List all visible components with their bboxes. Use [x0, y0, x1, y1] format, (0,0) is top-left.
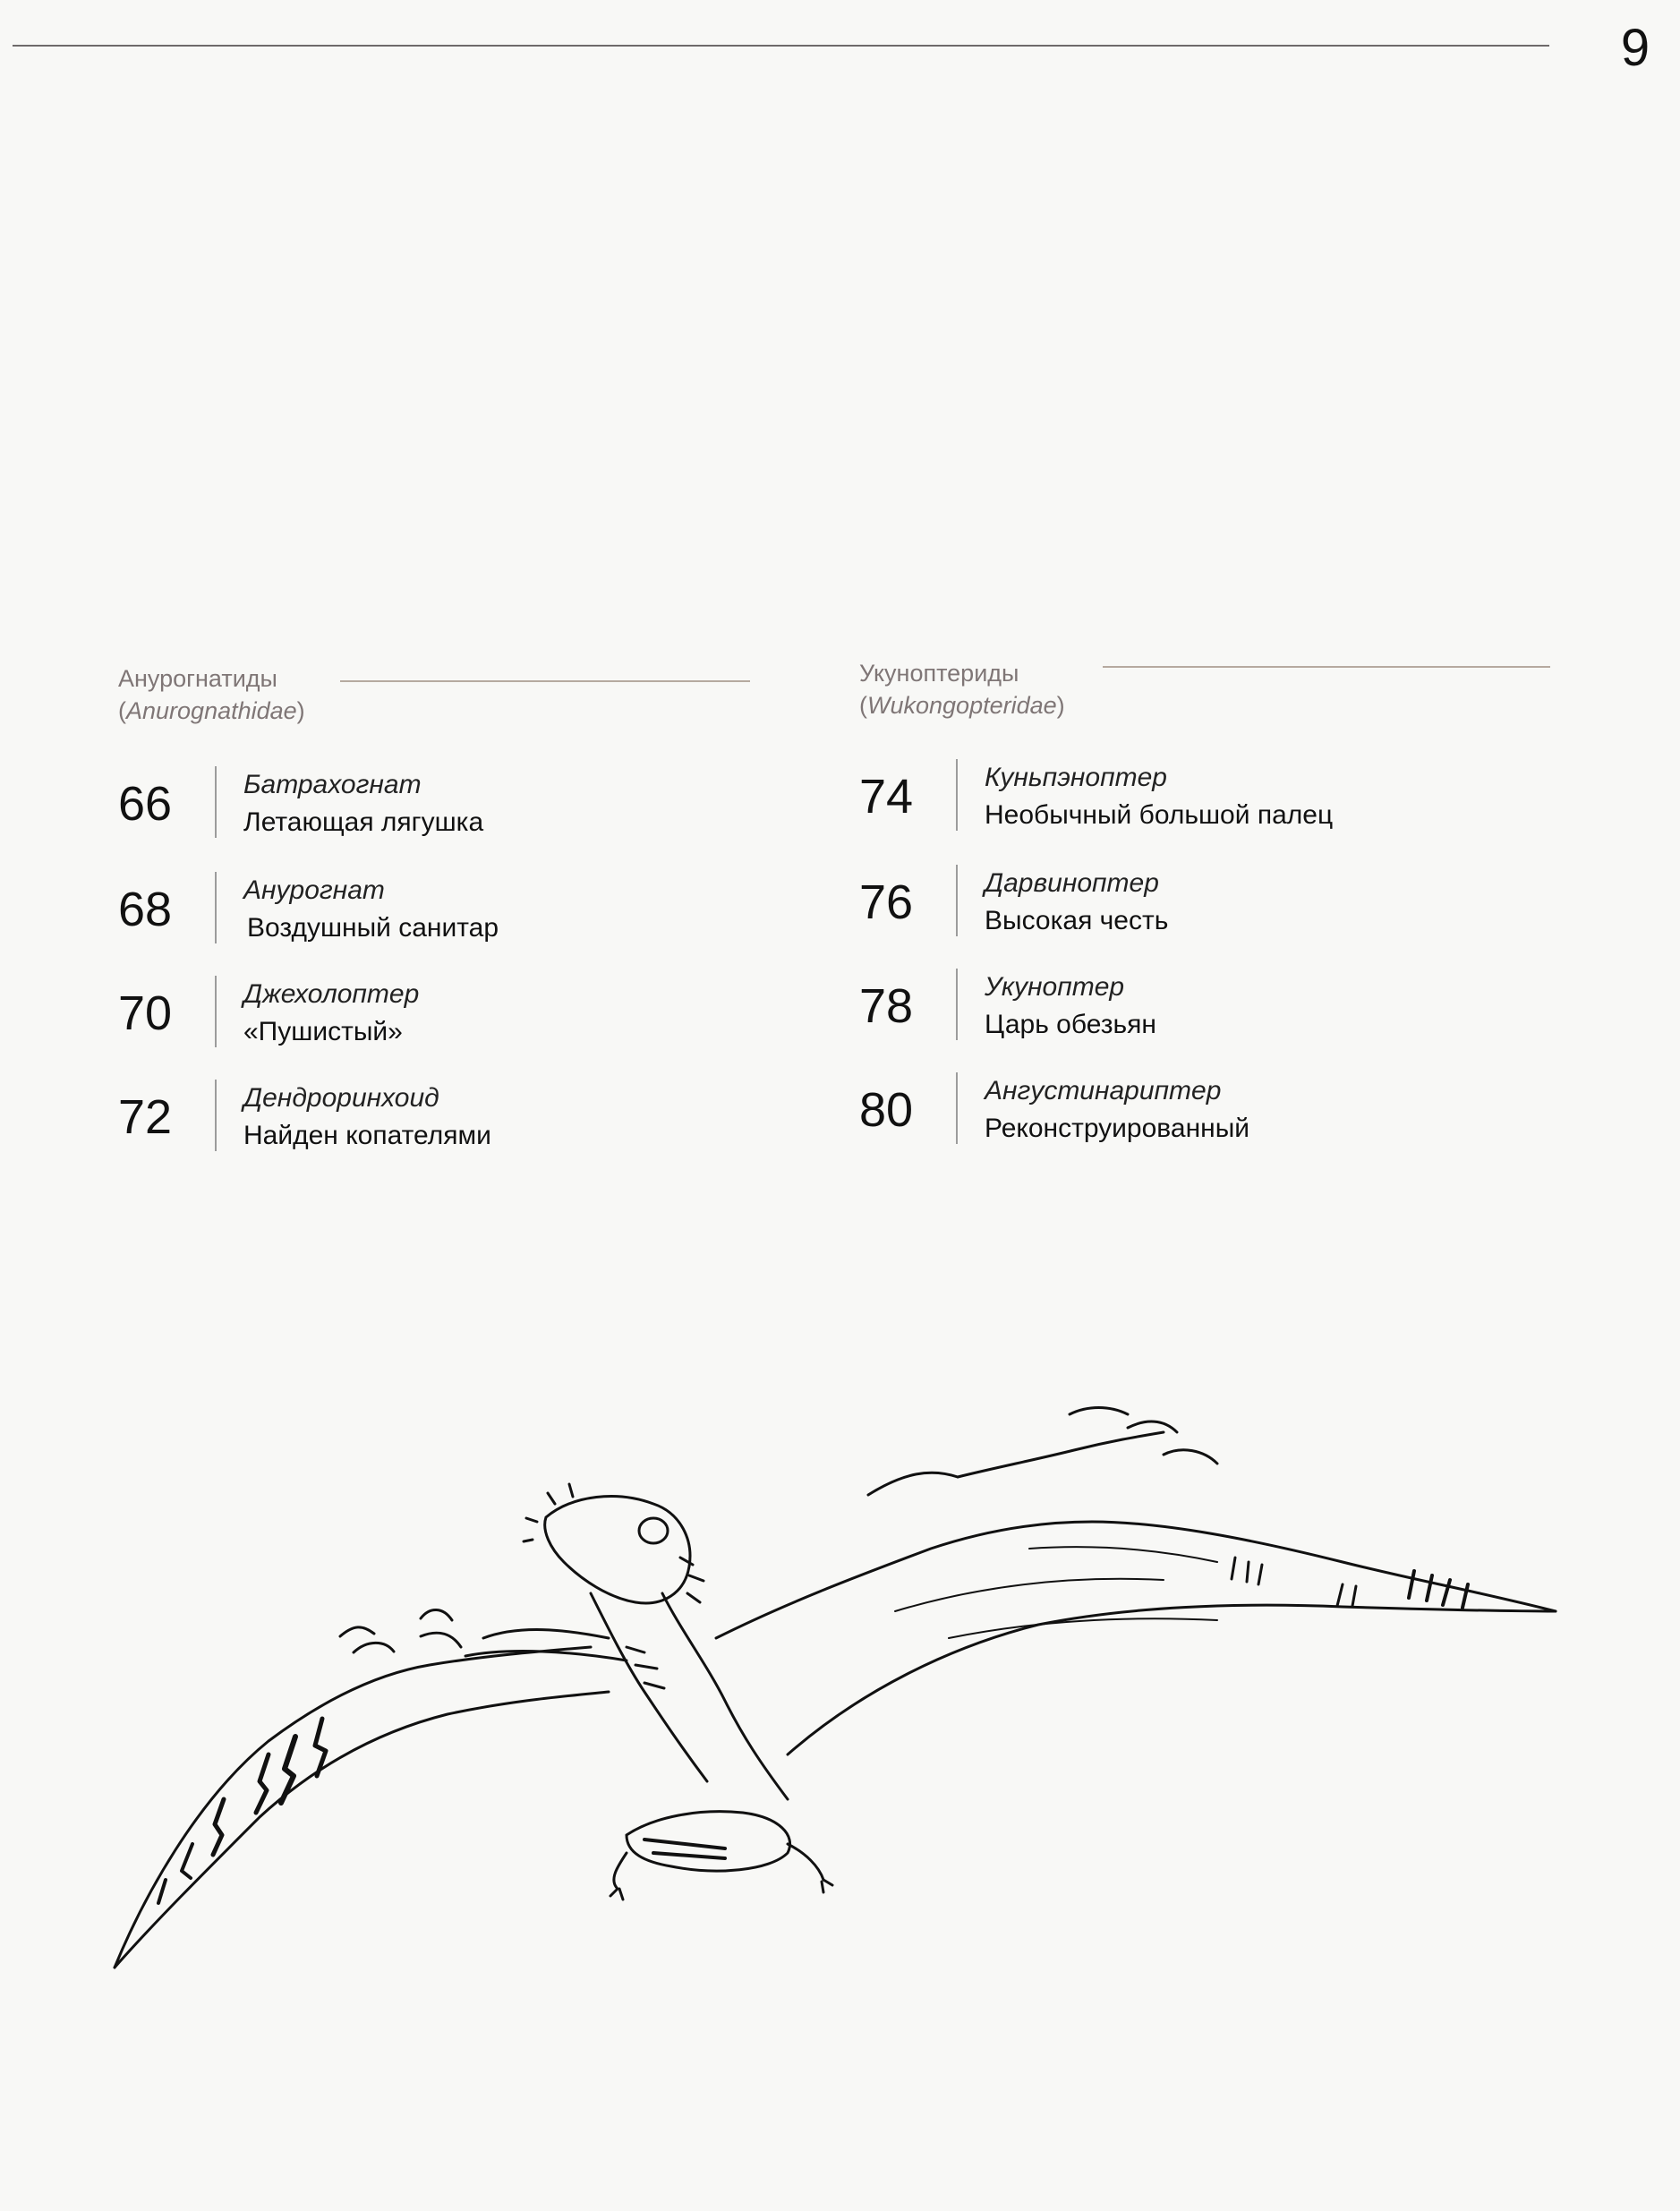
entry-title: Высокая честь	[985, 906, 1169, 935]
entry-genus: Дарвиноптер	[985, 868, 1159, 898]
entry-genus: Куньпэноптер	[985, 763, 1167, 792]
entry-page-number: 66	[118, 777, 173, 831]
entry-genus: Укуноптер	[985, 972, 1125, 1002]
entry-title: Летающая лягушка	[243, 807, 484, 837]
entry-page-number: 76	[859, 875, 914, 929]
family-name: Анурогнатиды	[118, 665, 277, 692]
entry-page-number: 74	[859, 770, 914, 824]
family-latin-name: (Wukongopteridae)	[859, 692, 1065, 719]
entry-genus: Ангустинариптер	[985, 1076, 1222, 1106]
family-latin-name: (Anurognathidae)	[118, 697, 305, 724]
family-latin-text: Wukongopteridae	[867, 692, 1057, 719]
entry-title: Необычный большой палец	[985, 800, 1334, 830]
entry-title: Найден копателями	[243, 1121, 491, 1150]
entry-title: «Пушистый»	[243, 1017, 403, 1046]
entry-page-number: 70	[118, 986, 173, 1040]
entry-page-number: 68	[118, 883, 173, 936]
entry-genus: Дендроринхоид	[243, 1083, 439, 1113]
entry-genus: Батрахогнат	[243, 770, 422, 799]
entry-genus: Джехолоптер	[243, 979, 420, 1009]
entry-title: Реконструированный	[985, 1114, 1250, 1143]
entry-page-number: 80	[859, 1083, 914, 1137]
entry-title: Царь обезьян	[985, 1010, 1156, 1039]
entry-genus: Анурогнат	[243, 875, 385, 905]
entry-title: Воздушный санитар	[247, 913, 499, 943]
entry-page-number: 78	[859, 979, 914, 1033]
entry-page-number: 72	[118, 1090, 173, 1144]
family-latin-text: Anurognathidae	[126, 697, 297, 724]
page-number: 9	[1620, 19, 1650, 77]
family-name: Укуноптериды	[859, 660, 1019, 687]
